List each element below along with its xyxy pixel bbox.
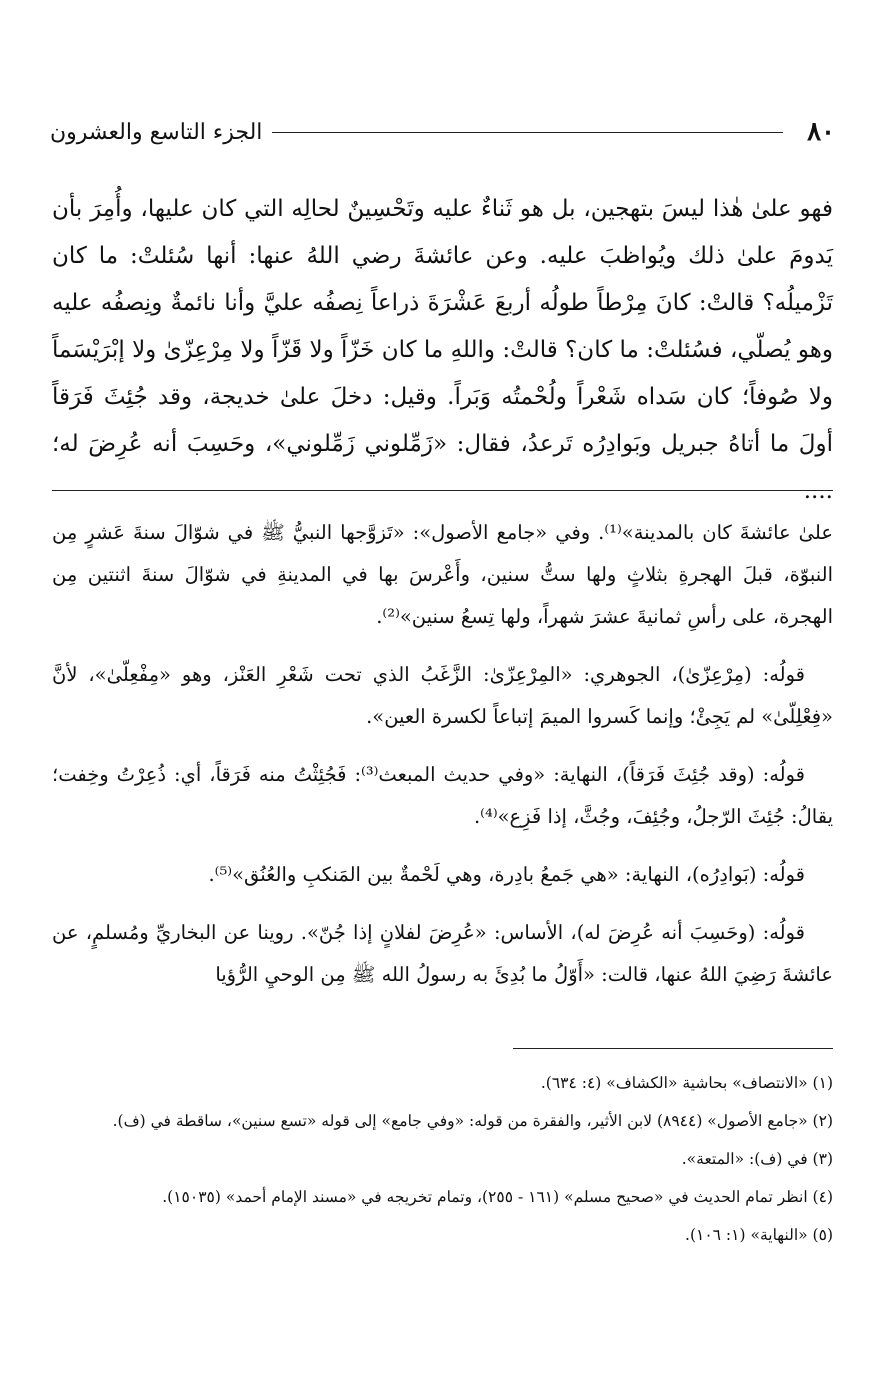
footnote: (٥) «النهاية» (١: ١٠٦). bbox=[685, 1226, 833, 1244]
main-text-block: فهو علىٰ هٰذا ليسَ بتهجين، بل هو ثَناءٌ عليه وتَحْسِينٌ لحالِه التي كان عليها، وأُمِرَ بأن يَدومَ علىٰ ذلك ويُواظبَ عليه. وعن عائشةَ رضي اللهُ عنها: أنها سُئلتْ: ما كان تَزْميلُه؟ قالتْ: كانَ مِرْطاً طولُه أربعَ عَشْرَةَ ذراعاً نِصفُه عليَّ وأنا نائمةٌ ونِصفُه عليه وهو يُصلّي، فسُئلتْ: ما كان؟ قالتْ: واللهِ ما كان خَزّاً ولا قَزّاً ولا مِرْعِزّىٰ ولا إبْرَيْسَماً ولا صُوفاً؛ كان سَداه شَعْراً ولُحْمتُه وَبَراً. وقيل: دخلَ علىٰ خديجة، وقد جُئِثَ فَرَقاً أولَ ما أتاهُ جبريل وبَوادِرُه تَرعدُ، فقال: «زَمِّلوني زَمِّلوني»، وحَسِبَ أنه عُرِضَ له؛ .... bbox=[52, 196, 833, 504]
commentary-paragraph: علىٰ عائشةَ كان بالمدينة»⁽¹⁾. وفي «جامع الأصول»: «تَزوَّجها النبيُّ ﷺ في شوّالَ سنةَ عَشرٍ مِن النبوّة، قبلَ الهجرةِ بثلاثٍ ولها ستُّ سنين، وأَعْرسَ بها في المدينةِ في شوّالَ سنةَ اثنتين مِن الهجرة، على رأسِ ثمانيةَ عشرَ شهراً، ولها تِسعُ سنين»⁽²⁾. bbox=[52, 521, 833, 628]
footnotes-block bbox=[52, 1066, 833, 1256]
commentary-paragraph: قولُه: (وقد جُئِثَ فَرَقاً)، النهاية: «وفي حديث المبعث⁽³⁾: فَجُئِثْتُ منه فَرَقاً، أي: ذُعِرْتُ وخِفت؛ يقالُ: جُئِثَ الرّجلُ، وجُئِفَ، وجُثَّ، إذا فَزِع»⁽⁴⁾. bbox=[52, 763, 833, 828]
running-title: الجزء التاسع والعشرون bbox=[50, 119, 263, 145]
main-text-divider bbox=[52, 490, 833, 491]
commentary-block bbox=[52, 512, 833, 1012]
footnote: (١) «الانتصاف» بحاشية «الكشاف» (٤: ٦٣٤). bbox=[540, 1074, 833, 1092]
commentary-paragraph: قولُه: (وحَسِبَ أنه عُرِضَ له)، الأساس: «عُرِضَ لفلانٍ إذا جُنّ». روينا عن البخاريِّ ومُسلمٍ، عن عائشةَ رَضِيَ اللهُ عنها، قالت: «أَوّلُ ما بُدِئَ به رسولُ الله ﷺ مِن الوحيِ الرُّؤيا bbox=[52, 921, 833, 986]
footnote-divider bbox=[513, 1048, 833, 1049]
footnote: (٤) انظر تمام الحديث في «صحيح مسلم» (١٦١ - ٢٥٥)، وتمام تخريجه في «مسند الإمام أحمد» (١٥٠٣٥). bbox=[162, 1188, 833, 1206]
footnote: (٢) «جامع الأصول» (٨٩٤٤) لابن الأثير، والفقرة من قوله: «وفي جامع» إلى قوله «تسع سنين»، ساقطة في (ف). bbox=[112, 1112, 833, 1130]
footnote: (٣) في (ف): «المتعة». bbox=[681, 1150, 833, 1168]
commentary-paragraph: قولُه: (مِرْعِزّىٰ)، الجوهري: «المِرْعِزّىٰ: الزَّغَبُ الذي تحت شَعْرِ العَنْز، وهو «مِفْعِلّىٰ»، لأنَّ «فِعْلِلّىٰ» لم يَجِئْ؛ وإنما كَسروا الميمَ إتباعاً لكسرة العين». bbox=[52, 663, 833, 728]
header-rule bbox=[272, 132, 783, 133]
page-number: ٨٠ bbox=[807, 117, 835, 147]
commentary-paragraph: قولُه: (بَوادِرُه)، النهاية: «هي جَمعُ بادِرة، وهي لَحْمةٌ بين المَنكبِ والعُنُق»⁽⁵⁾. bbox=[208, 863, 805, 886]
running-header bbox=[50, 112, 835, 152]
